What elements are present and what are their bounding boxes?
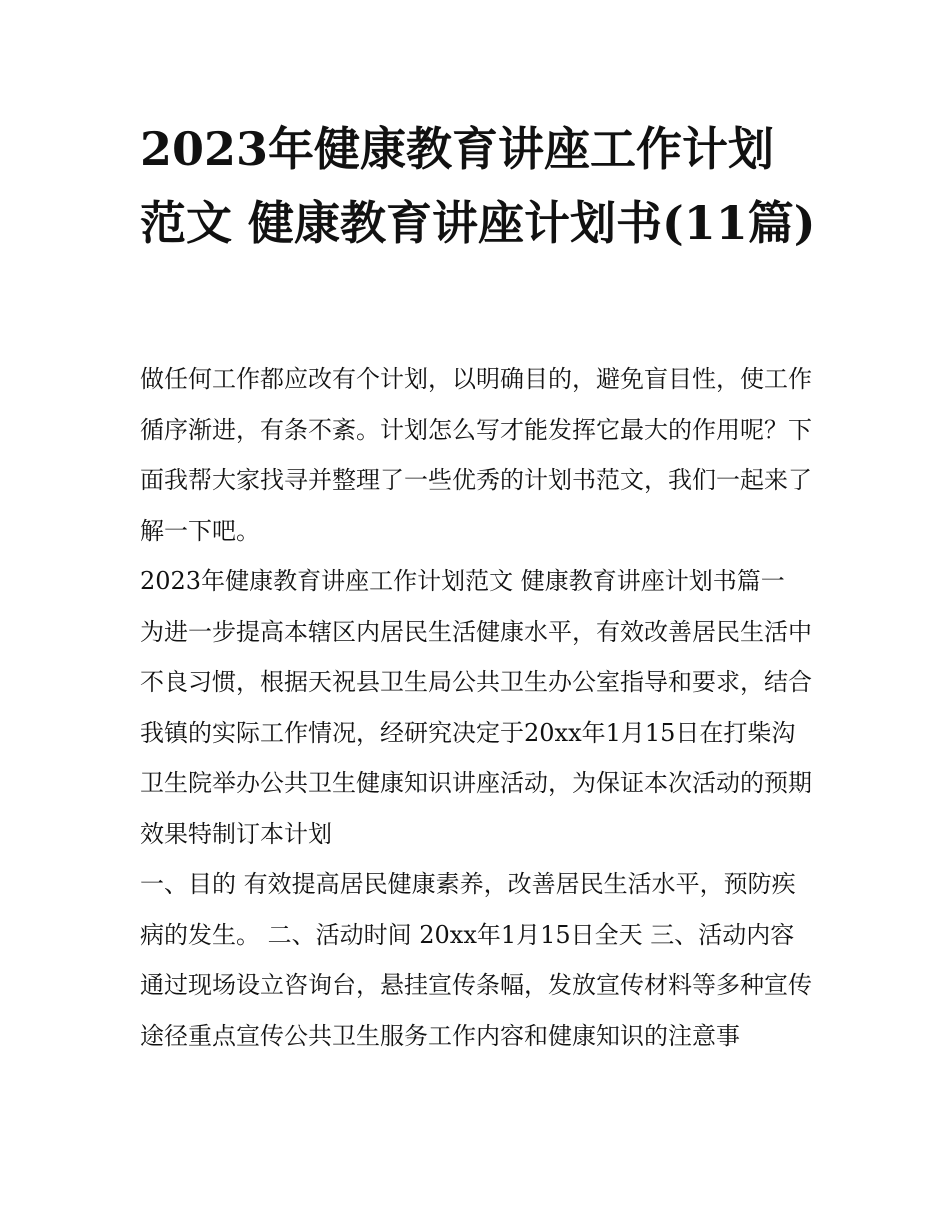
- intro-paragraph: 做任何工作都应改有个计划，以明确目的，避免盲目性，使工作循序渐进，有条不紊。计划怎么写才能发挥它最大的作用呢？下面我帮大家找寻并整理了一些优秀的计划书范文，我们一起来了解一下吧。: [140, 365, 812, 545]
- body-paragraph: 通过现场设立咨询台，悬挂宣传条幅，发放宣传材料等多种宣传途径重点宣传公共卫生服务工作内容和健康知识的注意事: [140, 971, 812, 1050]
- body-paragraph: 一、目的 有效提高居民健康素养，改善居民生活水平，预防疾病的发生。 二、活动时间 20xx年1月15日全天 三、活动内容: [140, 870, 796, 949]
- document-title: 2023年健康教育讲座工作计划范文 健康教育讲座计划书(11篇): [140, 122, 816, 250]
- section-heading: 2023年健康教育讲座工作计划范文 健康教育讲座计划书篇一: [140, 567, 785, 595]
- document-body: [140, 354, 815, 1061]
- body-paragraph: 为进一步提高本辖区内居民生活健康水平，有效改善居民生活中不良习惯，根据天祝县卫生局公共卫生办公室指导和要求，结合我镇的实际工作情况，经研究决定于20xx年1月15日在打柴沟卫生院举办公共卫生健康知识讲座活动，为保证本次活动的预期效果特制订本计划: [140, 617, 812, 848]
